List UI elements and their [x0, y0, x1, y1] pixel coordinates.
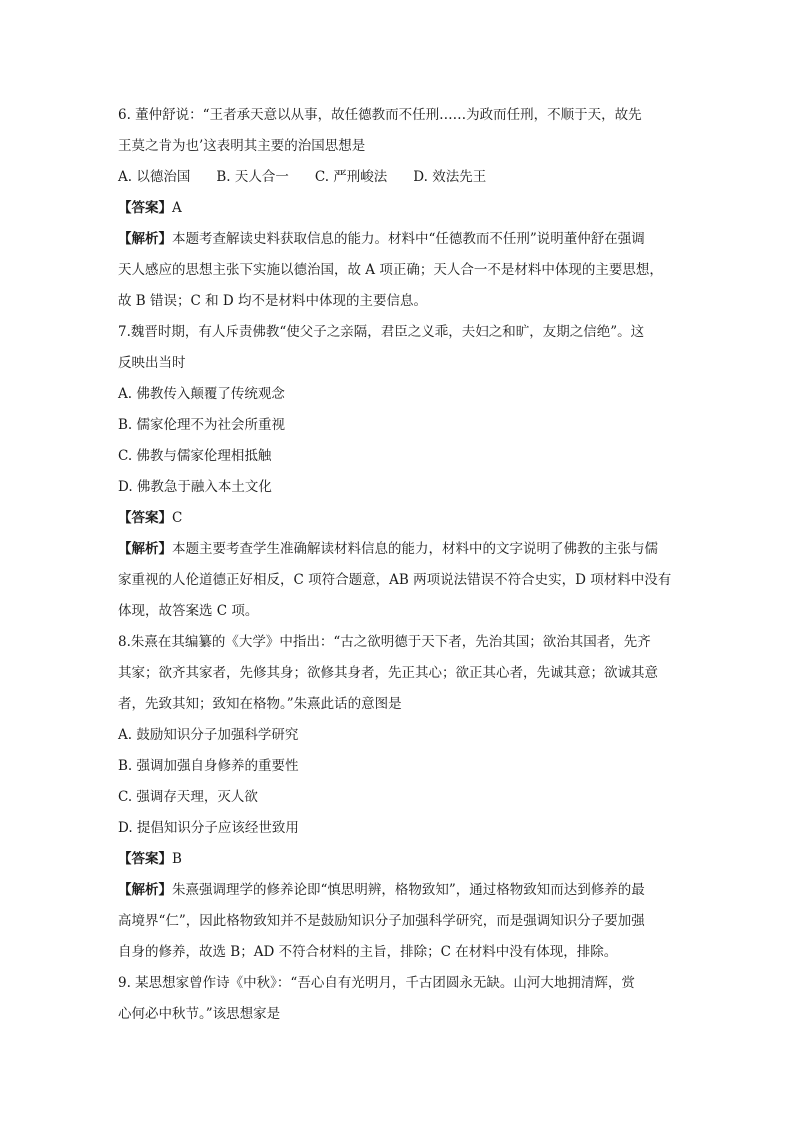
- q8-analysis-tag: 【解析】: [118, 882, 172, 898]
- q8-option-b: B. 强调加强自身修养的重要性: [118, 758, 299, 774]
- q8-option-a: A. 鼓励知识分子加强科学研究: [118, 727, 299, 743]
- q6-analysis-line-3: 故 B 错误；C 和 D 均不是材料中体现的主要信息。: [118, 293, 428, 309]
- q7-stem-line-1: 7.魏晋时期，有人斥责佛教“使父子之亲隔，君臣之义乖，夫妇之和旷，友期之信绝”。这: [118, 324, 645, 340]
- q6-answer-value: A: [172, 200, 182, 216]
- q6-analysis-text-1: 本题考查解读史料获取信息的能力。材料中“任德教而不任刑”说明董仲舒在强调: [172, 231, 645, 247]
- q8-analysis-line-1: [118, 875, 678, 906]
- q6-analysis-tag: 【解析】: [118, 231, 172, 247]
- q6-option-a: A. 以德治国: [118, 169, 191, 185]
- q7-analysis-line-2: 家重视的人伦道德正好相反，C 项符合题意，AB 两项说法错误不符合史实，D 项材料中没有: [118, 572, 672, 588]
- q7-analysis-line-3: 体现，故答案选 C 项。: [118, 603, 259, 619]
- q6-options: [118, 162, 678, 193]
- q6-answer-tag: 【答案】: [118, 200, 172, 216]
- q7-stem-line-2: 反映出当时: [118, 355, 186, 371]
- q8-answer-value: B: [172, 851, 182, 867]
- q8-answer-tag: 【答案】: [118, 851, 172, 867]
- q6-stem-line-2: 王莫之肯为也’这表明其主要的治国思想是: [118, 138, 366, 154]
- q7-option-c: C. 佛教与儒家伦理相抵触: [118, 448, 272, 464]
- q8-option-c: C. 强调存天理，灭人欲: [118, 789, 258, 805]
- q7-analysis-line-1: [118, 534, 678, 565]
- q6-option-b: B. 天人合一: [216, 169, 289, 185]
- q8-option-d: D. 提倡知识分子应该经世致用: [118, 820, 299, 836]
- q7-option-d: D. 佛教急于融入本土文化: [118, 479, 272, 495]
- q8-analysis-line-3: 自身的修养，故选 B；AD 不符合材料的主旨，排除；C 在材料中没有体现，排除。: [118, 944, 618, 960]
- q8-analysis-text-1: 朱熹强调理学的修养论即“慎思明辨，格物致知”，通过格物致知而达到修养的最: [172, 882, 645, 898]
- q6-answer: [118, 193, 678, 224]
- q9-stem-line-2: 心何必中秋节。”该思想家是: [118, 1006, 281, 1022]
- q7-analysis-tag: 【解析】: [118, 541, 172, 557]
- q7-option-b: B. 儒家伦理不为社会所重视: [118, 417, 286, 433]
- q6-option-c: C. 严刑峻法: [314, 169, 388, 185]
- q7-answer-tag: 【答案】: [118, 510, 172, 526]
- q9-stem-line-1: 9. 某思想家曾作诗《中秋》：“吾心自有光明月，千古团圆永无缺。山河大地拥清辉，赏: [118, 975, 635, 991]
- q7-analysis-text-1: 本题主要考查学生准确解读材料信息的能力，材料中的文字说明了佛教的主张与儒: [172, 541, 658, 557]
- q6-option-d: D. 效法先王: [413, 169, 487, 185]
- q7-answer-value: C: [172, 510, 183, 526]
- q6-analysis-line-1: [118, 224, 678, 255]
- q8-stem-line-1: 8.朱熹在其编纂的《大学》中指出：“古之欲明德于天下者，先治其国；欲治其国者，先齐: [118, 634, 651, 650]
- document-page: [118, 100, 678, 1030]
- q6-analysis-line-2: 天人感应的思想主张下实施以德治国，故 A 项正确；天人合一不是材料中体现的主要思想，: [118, 262, 663, 278]
- q8-stem-line-3: 者，先致其知；致知在格物。”朱熹此话的意图是: [118, 696, 402, 712]
- q6-stem-line-1: 6. 董仲舒说：“王者承天意以从事，故任德教而不任刑……为政而任刑，不顺于天，故先: [118, 107, 642, 123]
- q8-answer: [118, 844, 678, 875]
- q8-stem-line-2: 其家；欲齐其家者，先修其身；欲修其身者，先正其心；欲正其心者，先诚其意；欲诚其意: [118, 665, 658, 681]
- q7-option-a: A. 佛教传入颠覆了传统观念: [118, 386, 285, 402]
- q8-analysis-line-2: 高境界“仁”，因此格物致知并不是鼓励知识分子加强科学研究，而是强调知识分子要加强: [118, 913, 645, 929]
- q7-answer: [118, 503, 678, 534]
